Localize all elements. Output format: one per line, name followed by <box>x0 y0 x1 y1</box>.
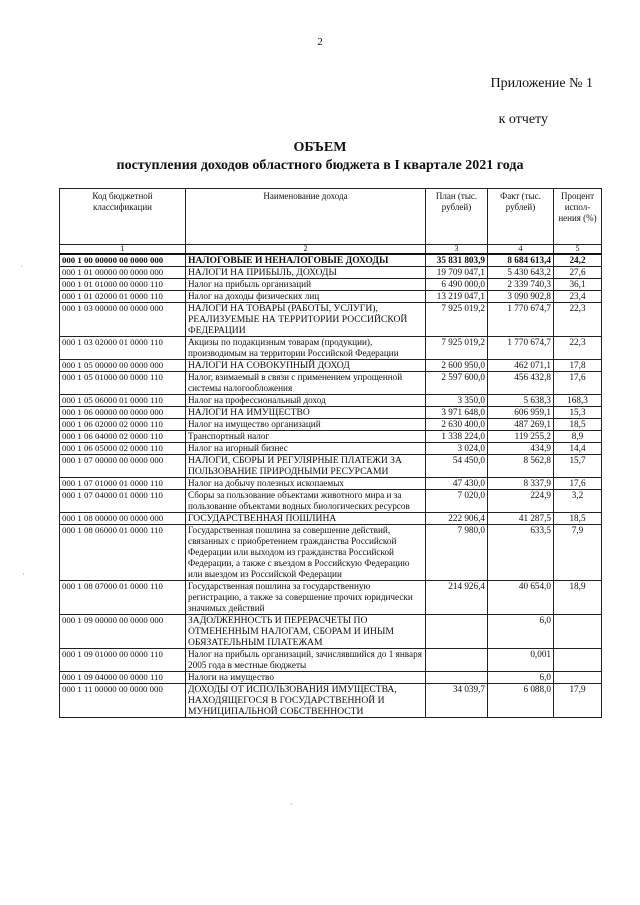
row-percent: 3,2 <box>554 490 602 513</box>
table-row <box>60 291 602 303</box>
row-plan: 3 350,0 <box>426 395 488 407</box>
row-code: 000 1 08 07000 01 0000 110 <box>60 581 186 615</box>
row-percent: 17,9 <box>554 684 602 718</box>
row-percent: 17,6 <box>554 478 602 490</box>
row-plan: 7 925 019,2 <box>426 303 488 337</box>
table-row <box>60 649 602 672</box>
row-plan: 47 430,0 <box>426 478 488 490</box>
header-fact: Факт (тыс. рублей) <box>488 189 554 245</box>
row-code: 000 1 11 00000 00 0000 000 <box>60 684 186 718</box>
row-code: 000 1 01 01000 00 0000 110 <box>60 279 186 291</box>
row-name: Налог на добычу полезных ископаемых <box>186 478 426 490</box>
row-fact: 2 339 740,3 <box>488 279 554 291</box>
row-code: 000 1 05 01000 00 0000 110 <box>60 372 186 395</box>
table-row <box>60 372 602 395</box>
row-fact: 8 337,9 <box>488 478 554 490</box>
header-name: Наименование дохода <box>186 189 426 245</box>
row-name: ГОСУДАРСТВЕННАЯ ПОШЛИНА <box>186 513 426 525</box>
row-percent: 8,9 <box>554 431 602 443</box>
row-code: 000 1 05 00000 00 0000 000 <box>60 360 186 372</box>
row-code: 000 1 09 04000 00 0000 110 <box>60 672 186 684</box>
table-row <box>60 407 602 419</box>
row-name: Сборы за пользование объектами животного мира и за пользование объектами водных биологических ресурсов <box>186 490 426 513</box>
row-plan: 3 971 648,0 <box>426 407 488 419</box>
row-fact: 1 770 674,7 <box>488 303 554 337</box>
table-row <box>60 525 602 581</box>
document-subtitle: поступления доходов областного бюджета в I квартале 2021 года <box>116 158 524 173</box>
row-fact: 1 770 674,7 <box>488 337 554 360</box>
row-percent: 18,9 <box>554 581 602 615</box>
table-row <box>60 303 602 337</box>
row-code: 000 1 06 02000 02 0000 110 <box>60 419 186 431</box>
row-code: 000 1 00 00000 00 0000 000 <box>60 254 186 267</box>
table-row <box>60 672 602 684</box>
column-index: 4 <box>488 245 554 255</box>
row-plan: 222 906,4 <box>426 513 488 525</box>
table-row <box>60 615 602 649</box>
document-title: ОБЪЕМ <box>293 140 347 155</box>
row-name: Государственная пошлина за совершение действий, связанных с приобретением гражданства Российской Федерации или выходом из гражданства Российской Федерации, а также с въездом в Российскую Федерацию или выездом из Российской Федерации <box>186 525 426 581</box>
table-row <box>60 513 602 525</box>
row-percent: 22,3 <box>554 337 602 360</box>
table-row <box>60 478 602 490</box>
row-plan <box>426 615 488 649</box>
table-row <box>60 279 602 291</box>
appendix-label: Приложение № 1 <box>490 76 593 91</box>
row-fact: 487 269,1 <box>488 419 554 431</box>
row-percent: 18,5 <box>554 419 602 431</box>
row-name: НАЛОГИ НА ТОВАРЫ (РАБОТЫ, УСЛУГИ), РЕАЛИЗУЕМЫЕ НА ТЕРРИТОРИИ РОССИЙСКОЙ ФЕДЕРАЦИИ <box>186 303 426 337</box>
row-plan: 1 338 224,0 <box>426 431 488 443</box>
row-fact: 5 638,3 <box>488 395 554 407</box>
row-code: 000 1 06 05000 02 0000 110 <box>60 443 186 455</box>
row-percent <box>554 615 602 649</box>
header-plan: План (тыс. рублей) <box>426 189 488 245</box>
row-code: 000 1 07 04000 01 0000 110 <box>60 490 186 513</box>
row-name: Налог, взимаемый в связи с применением упрощенной системы налогообложения <box>186 372 426 395</box>
row-code: 000 1 09 00000 00 0000 000 <box>60 615 186 649</box>
row-fact: 0,001 <box>488 649 554 672</box>
row-plan: 7 020,0 <box>426 490 488 513</box>
row-code: 000 1 07 00000 00 0000 000 <box>60 455 186 478</box>
row-plan <box>426 672 488 684</box>
row-plan: 3 024,0 <box>426 443 488 455</box>
revenue-table <box>59 188 602 718</box>
row-percent: 18,5 <box>554 513 602 525</box>
row-percent <box>554 672 602 684</box>
row-name: НАЛОГИ НА ПРИБЫЛЬ, ДОХОДЫ <box>186 267 426 279</box>
row-code: 000 1 01 02000 01 0000 110 <box>60 291 186 303</box>
row-plan: 34 039,7 <box>426 684 488 718</box>
row-percent: 168,3 <box>554 395 602 407</box>
row-fact: 456 432,8 <box>488 372 554 395</box>
row-fact: 5 430 643,2 <box>488 267 554 279</box>
row-percent: 27,6 <box>554 267 602 279</box>
row-code: 000 1 08 00000 00 0000 000 <box>60 513 186 525</box>
row-plan: 2 597 600,0 <box>426 372 488 395</box>
table-row <box>60 455 602 478</box>
row-name: ЗАДОЛЖЕННОСТЬ И ПЕРЕРАСЧЕТЫ ПО ОТМЕНЕННЫМ НАЛОГАМ, СБОРАМ И ИНЫМ ОБЯЗАТЕЛЬНЫМ ПЛАТЕЖАМ <box>186 615 426 649</box>
row-fact: 6,0 <box>488 672 554 684</box>
row-percent: 24,2 <box>554 254 602 267</box>
row-fact: 224,9 <box>488 490 554 513</box>
table-row <box>60 419 602 431</box>
row-plan: 19 709 047,1 <box>426 267 488 279</box>
row-percent: 17,8 <box>554 360 602 372</box>
row-fact: 633,5 <box>488 525 554 581</box>
row-name: Налог на имущество организаций <box>186 419 426 431</box>
row-percent <box>554 649 602 672</box>
row-code: 000 1 08 06000 01 0000 110 <box>60 525 186 581</box>
row-percent: 17,6 <box>554 372 602 395</box>
row-plan: 2 600 950,0 <box>426 360 488 372</box>
row-plan: 214 926,4 <box>426 581 488 615</box>
row-plan <box>426 649 488 672</box>
header-percent: Процент испол-нения (%) <box>554 189 602 245</box>
row-percent: 15,7 <box>554 455 602 478</box>
table-row <box>60 490 602 513</box>
column-index: 5 <box>554 245 602 255</box>
row-percent: 22,3 <box>554 303 602 337</box>
table-row <box>60 684 602 718</box>
row-code: 000 1 05 06000 01 0000 110 <box>60 395 186 407</box>
row-code: 000 1 09 01000 00 0000 110 <box>60 649 186 672</box>
row-name: Налог на прибыль организаций <box>186 279 426 291</box>
row-name: Налог на прибыль организаций, зачислявшийся до 1 января 2005 года в местные бюджеты <box>186 649 426 672</box>
scan-speck: · <box>20 262 23 271</box>
row-fact: 8 562,8 <box>488 455 554 478</box>
table-row <box>60 254 602 267</box>
table-row <box>60 267 602 279</box>
row-plan: 6 490 000,0 <box>426 279 488 291</box>
row-code: 000 1 07 01000 01 0000 110 <box>60 478 186 490</box>
row-code: 000 1 03 02000 01 0000 110 <box>60 337 186 360</box>
table-row <box>60 337 602 360</box>
table-row <box>60 581 602 615</box>
row-fact: 6,0 <box>488 615 554 649</box>
row-name: Налог на профессиональный доход <box>186 395 426 407</box>
row-code: 000 1 03 00000 00 0000 000 <box>60 303 186 337</box>
row-code: 000 1 01 00000 00 0000 000 <box>60 267 186 279</box>
row-plan: 13 219 047,1 <box>426 291 488 303</box>
row-name: ДОХОДЫ ОТ ИСПОЛЬЗОВАНИЯ ИМУЩЕСТВА, НАХОДЯЩЕГОСЯ В ГОСУДАРСТВЕННОЙ И МУНИЦИПАЛЬНОЙ СОБСТВЕННОСТИ <box>186 684 426 718</box>
column-index: 3 <box>426 245 488 255</box>
row-percent: 36,1 <box>554 279 602 291</box>
table-row <box>60 431 602 443</box>
row-fact: 606 959,1 <box>488 407 554 419</box>
scan-speck: · <box>22 570 25 579</box>
row-name: Государственная пошлина за государственную регистрацию, а также за совершение прочих юридически значимых действий <box>186 581 426 615</box>
row-plan: 35 831 803,9 <box>426 254 488 267</box>
header-code: Код бюджетной классификации <box>60 189 186 245</box>
row-plan: 2 630 400,0 <box>426 419 488 431</box>
row-fact: 6 088,0 <box>488 684 554 718</box>
row-name: Акцизы по подакцизным товарам (продукции), производимым на территории Российской Федерации <box>186 337 426 360</box>
row-fact: 40 654,0 <box>488 581 554 615</box>
row-name: НАЛОГИ, СБОРЫ И РЕГУЛЯРНЫЕ ПЛАТЕЖИ ЗА ПОЛЬЗОВАНИЕ ПРИРОДНЫМИ РЕСУРСАМИ <box>186 455 426 478</box>
table-row <box>60 443 602 455</box>
row-plan: 54 450,0 <box>426 455 488 478</box>
row-name: Налоги на имущество <box>186 672 426 684</box>
row-name: Транспортный налог <box>186 431 426 443</box>
row-name: Налог на игорный бизнес <box>186 443 426 455</box>
row-percent: 14,4 <box>554 443 602 455</box>
to-report-label: к отчету <box>498 112 548 127</box>
row-percent: 15,3 <box>554 407 602 419</box>
row-plan: 7 980,0 <box>426 525 488 581</box>
row-name: НАЛОГОВЫЕ И НЕНАЛОГОВЫЕ ДОХОДЫ <box>186 254 426 267</box>
row-plan: 7 925 019,2 <box>426 337 488 360</box>
row-fact: 8 684 613,4 <box>488 254 554 267</box>
row-fact: 41 287,5 <box>488 513 554 525</box>
row-fact: 119 255,2 <box>488 431 554 443</box>
scan-speck: · <box>290 800 293 809</box>
row-name: НАЛОГИ НА ИМУЩЕСТВО <box>186 407 426 419</box>
row-fact: 3 090 902,8 <box>488 291 554 303</box>
row-percent: 7,9 <box>554 525 602 581</box>
table-row <box>60 360 602 372</box>
row-code: 000 1 06 00000 00 0000 000 <box>60 407 186 419</box>
column-index: 2 <box>186 245 426 255</box>
page-number: 2 <box>317 36 323 48</box>
row-fact: 434,9 <box>488 443 554 455</box>
row-name: Налог на доходы физических лиц <box>186 291 426 303</box>
row-fact: 462 071,1 <box>488 360 554 372</box>
column-index: 1 <box>60 245 186 255</box>
row-percent: 23,4 <box>554 291 602 303</box>
row-name: НАЛОГИ НА СОВОКУПНЫЙ ДОХОД <box>186 360 426 372</box>
table-row <box>60 395 602 407</box>
row-code: 000 1 06 04000 02 0000 110 <box>60 431 186 443</box>
